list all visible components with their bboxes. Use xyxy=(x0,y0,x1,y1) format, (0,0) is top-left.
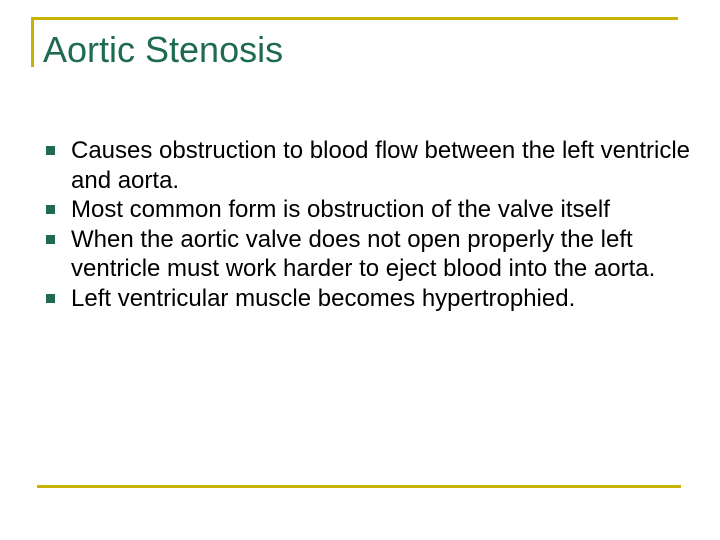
bullet-item xyxy=(41,225,691,284)
bullet-list xyxy=(41,136,691,313)
square-bullet-icon xyxy=(46,235,55,244)
square-bullet-icon xyxy=(46,146,55,155)
bullet-text: Left ventricular muscle becomes hypertrophied. xyxy=(71,284,576,312)
square-bullet-icon xyxy=(46,205,55,214)
bullet-item xyxy=(41,195,691,225)
square-bullet-icon xyxy=(46,294,55,303)
bullet-text: Most common form is obstruction of the valve itself xyxy=(71,196,610,223)
title-frame-left-rule xyxy=(31,17,34,67)
slide-title: Aortic Stenosis xyxy=(43,29,284,70)
bullet-text: Causes obstruction to blood flow between the left ventricle and aorta. xyxy=(71,137,691,194)
title-frame-top-rule xyxy=(31,17,678,20)
bullet-text: When the aortic valve does not open properly the left ventricle must work harder to eject blood into the aorta. xyxy=(71,225,656,282)
bullet-item xyxy=(41,284,691,314)
bottom-rule xyxy=(37,485,681,488)
bullet-item xyxy=(41,136,691,195)
